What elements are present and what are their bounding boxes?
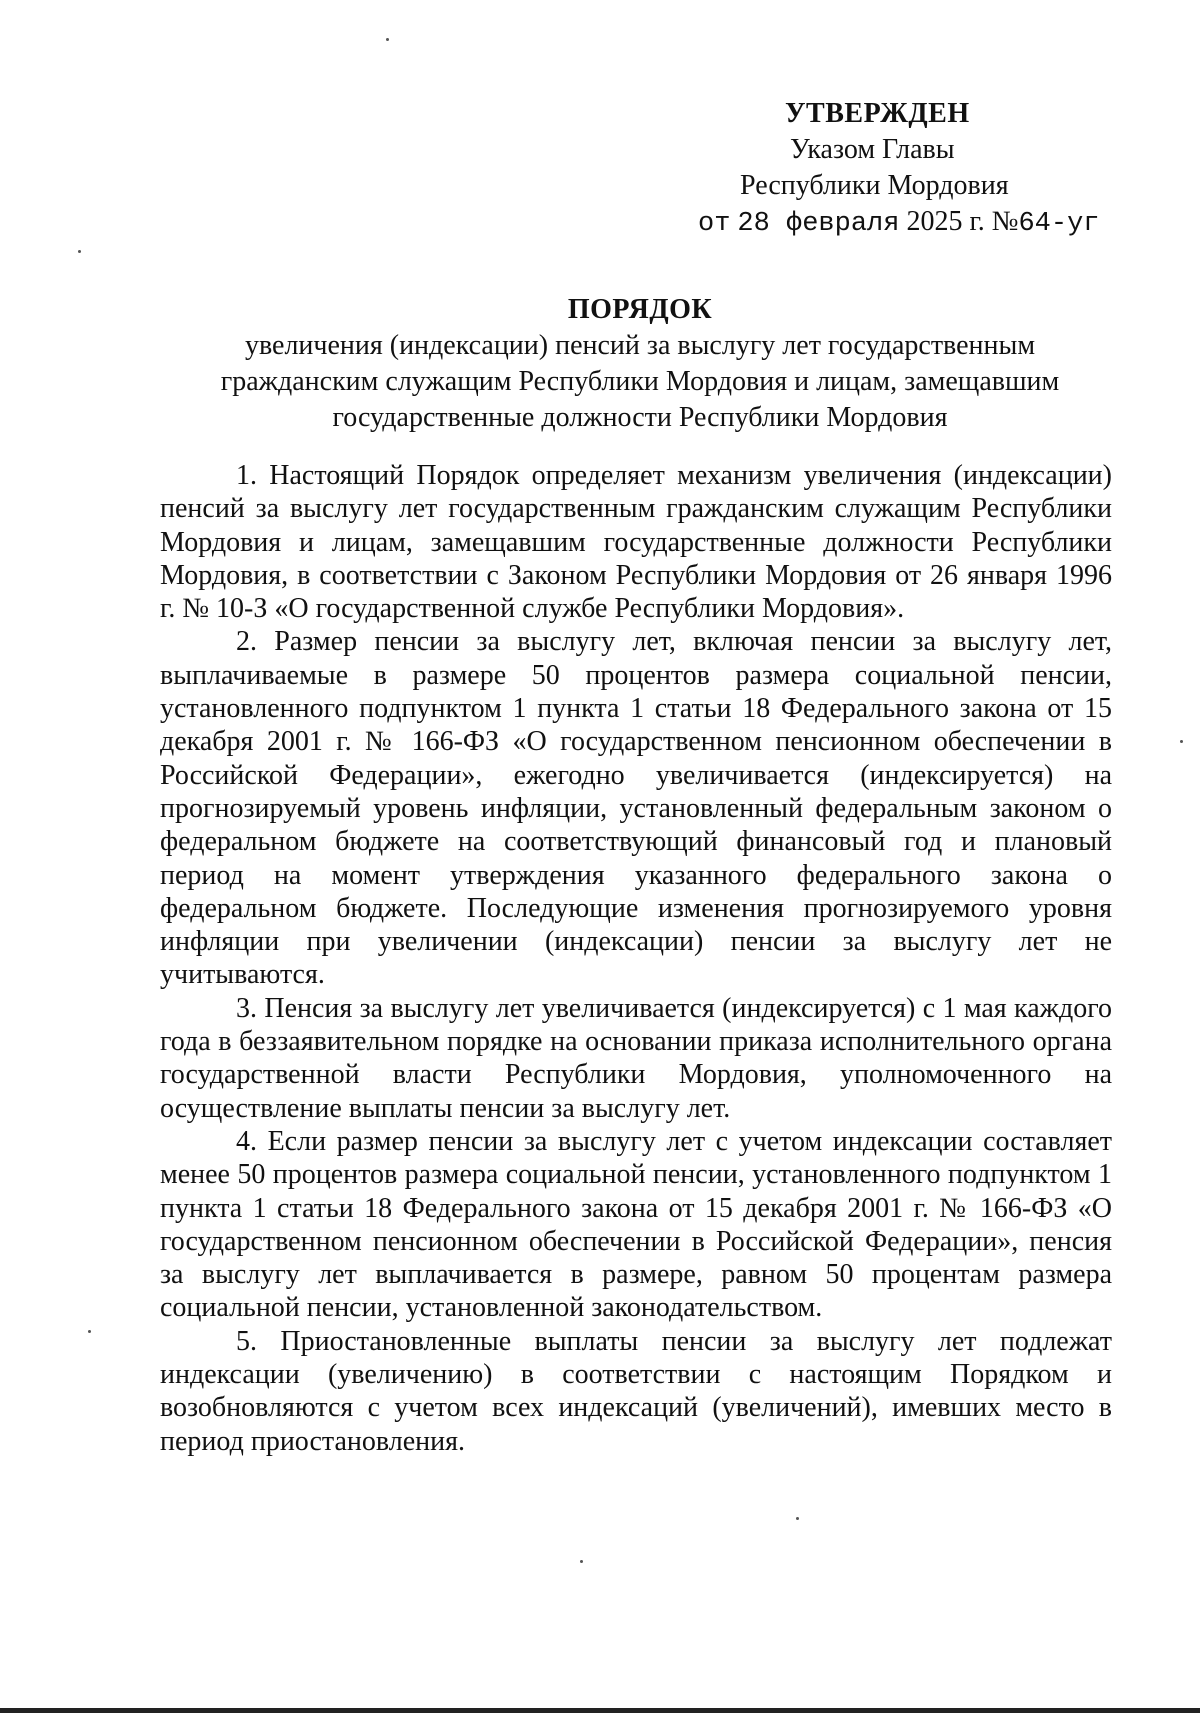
- scan-speck: [386, 38, 389, 41]
- scan-speck: [78, 250, 81, 253]
- scan-speck: [796, 1517, 799, 1520]
- paragraph-1: 1. Настоящий Порядок определяет механизм увеличения (индексации) пенсий за выслугу лет государственным гражданским служащим Республики Мордовия и лицам, замещавшим государственные должности Республики Мордовия, в соответствии с Законом Республики Мордовия от 26 января 1996 г. № 10-З «О государственной службе Республики Мордовия».: [160, 460, 1112, 625]
- paragraph-5: 5. Приостановленные выплаты пенсии за выслугу лет подлежат индексации (увеличению) в соответствии с настоящим Порядком и возобновляются с учетом всех индексаций (увеличений), имевших место в период приостановления.: [160, 1325, 1112, 1457]
- approval-date-line: [698, 204, 1100, 242]
- document-title-block: [140, 292, 1140, 436]
- document-body: [160, 459, 1112, 1458]
- paragraph-2: 2. Размер пенсии за выслугу лет, включая пенсии за выслугу лет, выплачиваемые в размере 50 процентов размера социальной пенсии, установленного подпунктом 1 пункта 1 статьи 18 Федерального закона от 15 декабря 2001 г. № 166-ФЗ «О государственном пенсионном обеспечении в Российской Федерации», ежегодно увеличивается (индексируется) на прогнозируемый уровень инфляции, установленный федеральным законом о федеральном бюджете на соответствующий финансовый год и плановый период на момент утверждения указанного федерального закона о федеральном бюджете. Последующие изменения прогнозируемого уровня инфляции при увеличении (индексации) пенсии за выслугу лет не учитываются.: [160, 626, 1112, 991]
- document-subtitle-line-2: гражданским служащим Республики Мордовия и лицам, замещавшим: [220, 366, 1060, 397]
- document-title: ПОРЯДОК: [567, 294, 713, 325]
- approved-by-decree: Указом Главы: [790, 134, 955, 165]
- scan-speck: [580, 1560, 583, 1563]
- document-subtitle-line-1: увеличения (индексации) пенсий за выслугу лет государственным: [244, 330, 1036, 361]
- decree-number: 64-уг: [1018, 209, 1100, 239]
- scan-speck: [88, 1330, 91, 1333]
- paragraph-3: 3. Пенсия за выслугу лет увеличивается (индексируется) с 1 мая каждого года в беззаявительном порядке на основании приказа исполнительного органа государственной власти Республики Мордовия, уполномоченного на осуществление выплаты пенсии за выслугу лет.: [160, 992, 1112, 1124]
- date-year: 2025 г. №: [906, 206, 1019, 237]
- date-typed: 28 февраля: [737, 209, 900, 239]
- scan-bottom-edge: [0, 1708, 1200, 1713]
- approved-republic: Республики Мордовия: [740, 170, 1009, 201]
- paragraph-4: 4. Если размер пенсии за выслугу лет с учетом индексации составляет менее 50 процентов размера социальной пенсии, установленного подпунктом 1 пункта 1 статьи 18 Федерального закона от 15 декабря 2001 г. № 166-ФЗ «О государственном пенсионном обеспечении в Российской Федерации», пенсия за выслугу лет выплачивается в размере, равном 50 процентам размера социальной пенсии, установленной законодательством.: [160, 1125, 1112, 1324]
- document-subtitle-line-3: государственные должности Республики Мордовия: [332, 402, 948, 433]
- approved-heading: УТВЕРЖДЕН: [785, 98, 970, 129]
- scan-speck: [1180, 740, 1183, 743]
- date-prefix: от: [698, 209, 731, 239]
